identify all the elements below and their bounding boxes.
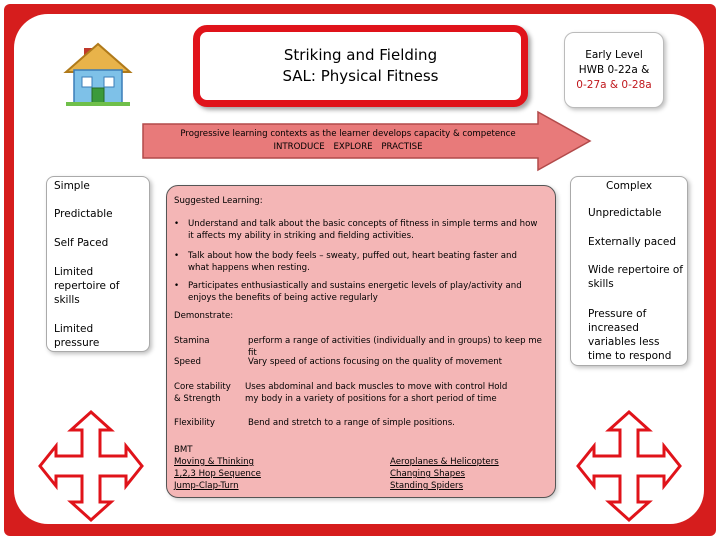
right-item: Pressure of increased variables less time to respond	[588, 308, 672, 362]
title-box	[193, 25, 528, 107]
bullet-dot: •	[174, 251, 180, 261]
house-icon[interactable]	[62, 40, 134, 108]
demonstrate-heading: Demonstrate:	[174, 311, 234, 321]
bmt-link[interactable]: Changing Shapes	[390, 469, 466, 479]
suggested-heading: Suggested Learning:	[174, 196, 263, 206]
progression-arrow	[140, 110, 595, 172]
bullet-text: Participates enthusiastically and sustains energetic levels of play/activity and enjoys the benefits of being active regularly	[188, 281, 522, 303]
left-item: Limited repertoire of skills	[54, 266, 120, 306]
right-item: Externally paced	[588, 236, 677, 248]
bmt-link[interactable]: Standing Spiders	[390, 481, 464, 491]
simple-label: Simple	[54, 180, 90, 192]
bmt-link[interactable]: Aeroplanes & Helicopters	[390, 457, 499, 467]
skill-description: Uses abdominal and back muscles to move with control Hold my body in a variety of positions for a short period of time	[245, 382, 508, 404]
bullet-text: Talk about how the body feels – sweaty, puffed out, heart beating faster and what happens when resting.	[188, 251, 517, 273]
title-line-1: Striking and Fielding	[283, 46, 438, 64]
skill-label: Speed	[174, 357, 201, 367]
skill-label: Core stability & Strength	[174, 382, 231, 404]
skill-label: Flexibility	[174, 418, 216, 428]
bmt-link[interactable]: Moving & Thinking	[174, 457, 255, 467]
early-level-box	[564, 32, 664, 108]
arrow-text: Progressive learning contexts as the learner develops capacity & competence	[180, 129, 516, 139]
four-way-arrow-icon	[36, 408, 146, 524]
right-item: Unpredictable	[588, 207, 662, 219]
bullet-text: Understand and talk about the basic concepts of fitness in simple terms and how it affects my ability in striking and fielding activities.	[188, 219, 538, 241]
early-level-line-3: 0-27a & 0-28a	[576, 78, 652, 91]
right-item: Wide repertoire of skills	[588, 264, 683, 290]
left-item: Predictable	[54, 208, 113, 220]
bmt-link[interactable]: Jump-Clap-Turn	[174, 481, 239, 491]
skill-description: perform a range of activities (individually and in groups) to keep me fit	[248, 336, 542, 358]
skill-description: Bend and stretch to a range of simple positions.	[248, 418, 455, 428]
left-item: Self Paced	[54, 237, 109, 249]
arrow-stages: INTRODUCE EXPLORE PRACTISE	[273, 142, 423, 152]
early-level-line-1: Early Level	[585, 48, 643, 61]
bmt-link[interactable]: 1,2,3 Hop Sequence	[174, 469, 261, 479]
title-line-2: SAL: Physical Fitness	[282, 67, 439, 85]
skill-description: Vary speed of actions focusing on the quality of movement	[248, 357, 503, 367]
left-item: Limited pressure	[54, 323, 100, 349]
bullet-dot: •	[174, 281, 180, 291]
four-way-arrow-icon	[574, 408, 684, 524]
complex-label: Complex	[606, 180, 653, 192]
skill-label: Stamina	[174, 336, 210, 346]
bmt-heading: BMT	[174, 445, 193, 455]
bullet-dot: •	[174, 219, 180, 229]
early-level-line-2: HWB 0-22a &	[578, 63, 650, 76]
